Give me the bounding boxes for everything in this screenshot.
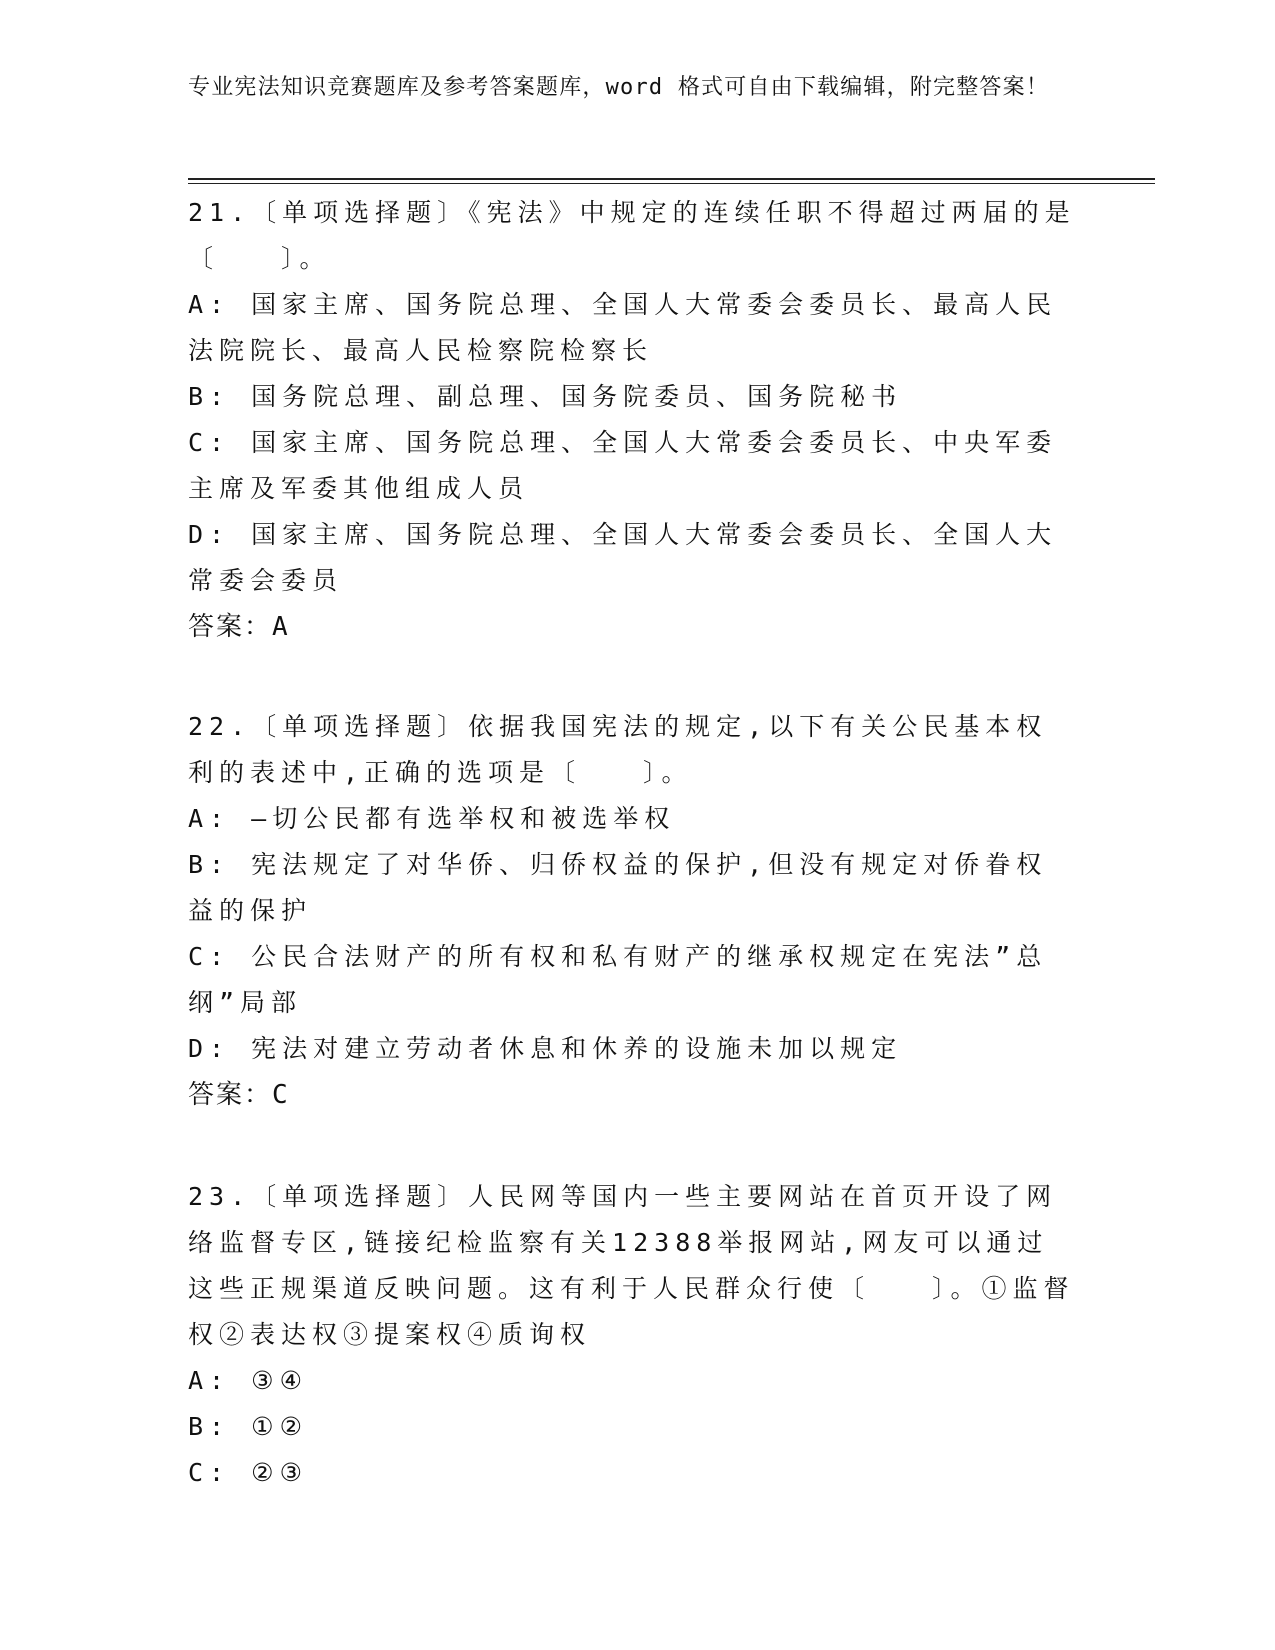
option-c: C: 国家主席、国务院总理、全国人大常委会委员长、中央军委主席及军委其他组成人员: [188, 428, 1058, 503]
answer: [188, 1072, 1078, 1118]
answer-value: A: [272, 612, 290, 642]
header-divider-thick: [188, 178, 1155, 180]
answer: [188, 604, 1078, 650]
option-a: A: —切公民都有选举权和被选举权: [188, 804, 676, 833]
answer-label: 答案：: [188, 612, 273, 642]
option-d: D: 国家主席、国务院总理、全国人大常委会委员长、全国人大常委会委员: [188, 520, 1058, 595]
option-c: C: ②③: [188, 1458, 308, 1487]
question-21: [188, 190, 1078, 650]
question-list: [188, 190, 1078, 1552]
question-23: [188, 1174, 1078, 1496]
option-b: B: 宪法规定了对华侨、归侨权益的保护,但没有规定对侨眷权益的保护: [188, 850, 1048, 925]
header-divider-thin: [188, 183, 1155, 184]
question-stem: 22.〔单项选择题〕依据我国宪法的规定,以下有关公民基本权利的表述中,正确的选项是〔 〕。: [188, 712, 1048, 787]
option-d: D: 宪法对建立劳动者休息和休养的设施未加以规定: [188, 1034, 903, 1063]
question-22: [188, 704, 1078, 1118]
page-header: 专业宪法知识竞赛题库及参考答案题库，word 格式可自由下载编辑，附完整答案！: [188, 75, 1050, 100]
option-a: A: 国家主席、国务院总理、全国人大常委会委员长、最高人民法院院长、最高人民检察院检察长: [188, 290, 1058, 365]
option-a: A: ③④: [188, 1366, 308, 1395]
answer-value: C: [272, 1080, 290, 1110]
question-stem: 21.〔单项选择题〕《宪法》中规定的连续任职不得超过两届的是〔 〕。: [188, 198, 1076, 273]
option-b: B: ①②: [188, 1412, 308, 1441]
question-stem: 23.〔单项选择题〕人民网等国内一些主要网站在首页开设了网络监督专区,链接纪检监察有关12388举报网站,网友可以通过这些正规渠道反映问题。这有利于人民群众行使〔 〕。①监督权②表达权③提案权④质询权: [188, 1182, 1075, 1349]
answer-label: 答案：: [188, 1080, 273, 1110]
option-c: C: 公民合法财产的所有权和私有财产的继承权规定在宪法”总纲”局部: [188, 942, 1048, 1017]
option-b: B: 国务院总理、副总理、国务院委员、国务院秘书: [188, 382, 903, 411]
